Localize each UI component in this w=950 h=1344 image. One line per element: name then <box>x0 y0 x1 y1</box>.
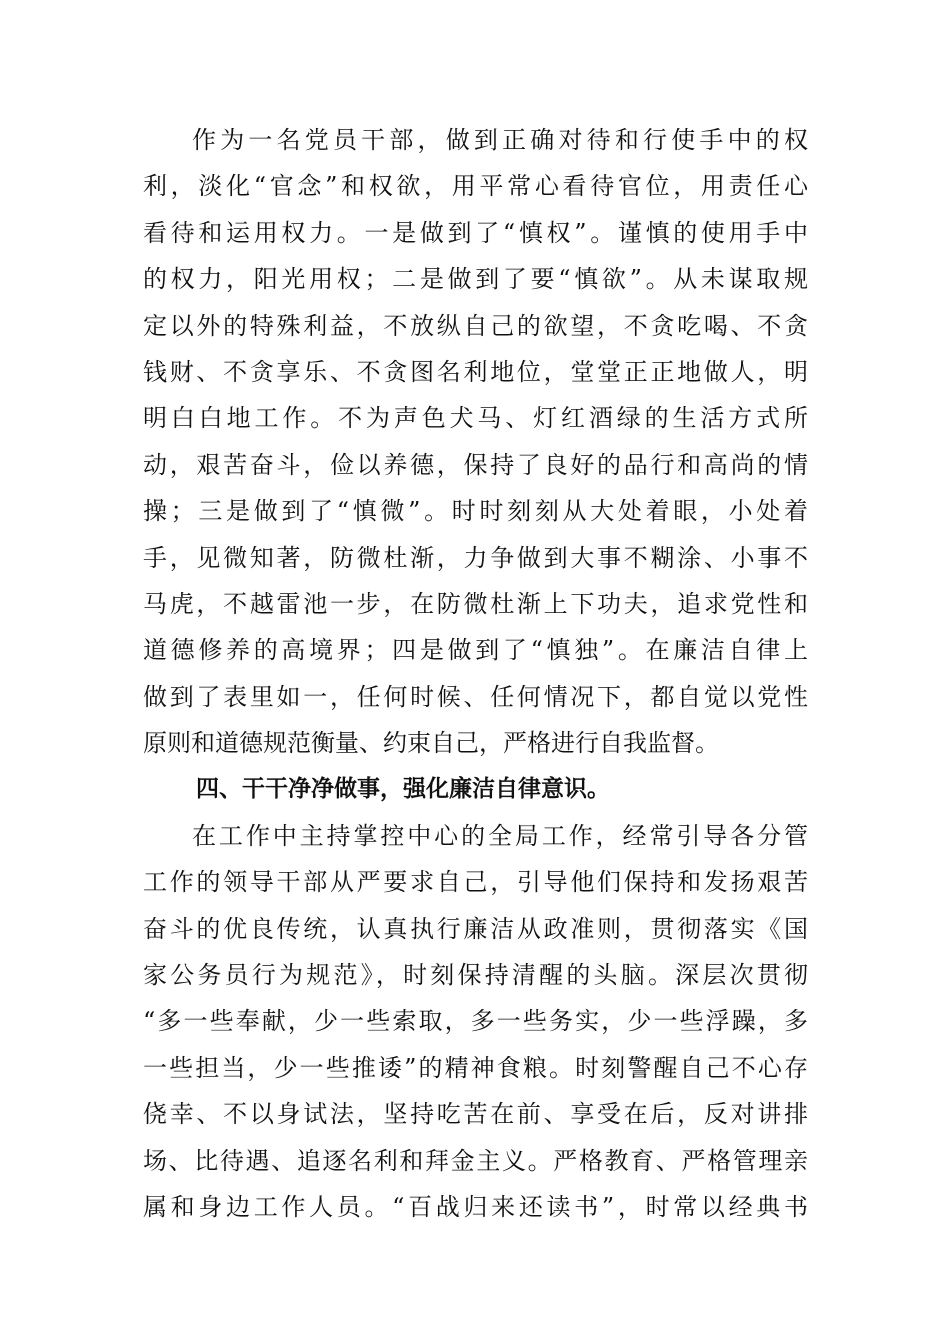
paragraph-line: 属和身边工作人员。“百战归来还读书”，时常以经典书 <box>143 1192 808 1221</box>
paragraph-line: 马虎，不越雷池一步，在防微杜渐上下功夫，追求党性和 <box>143 589 808 618</box>
paragraph-line: 一些担当，少一些推诿”的精神食粮。时刻警醒自己不心存 <box>143 1053 808 1082</box>
paragraph-line: 利，淡化“官念”和权欲，用平常心看待官位，用责任心 <box>143 172 808 201</box>
document-body <box>143 117 808 1230</box>
paragraph-line: “多一些奉献，少一些索取，多一些务实，少一些浮躁，多 <box>143 1007 808 1036</box>
paragraph-line: 的权力，阳光用权；二是做到了要“慎欲”。从未谋取规 <box>143 265 808 294</box>
paragraph-line: 奋斗的优良传统，认真执行廉洁从政准则，贯彻落实《国 <box>143 914 808 943</box>
paragraph-line: 操；三是做到了“慎微”。时时刻刻从大处着眼，小处着 <box>143 497 808 526</box>
paragraph-line: 道德修养的高境界；四是做到了“慎独”。在廉洁自律上 <box>143 636 808 665</box>
paragraph-line: 在工作中主持掌控中心的全局工作，经常引导各分管 <box>192 821 808 850</box>
section-heading: 四、干干净净做事，强化廉洁自律意识。 <box>196 776 610 803</box>
paragraph-line: 明白白地工作。不为声色犬马、灯红酒绿的生活方式所 <box>143 404 808 433</box>
paragraph-line: 作为一名党员干部，做到正确对待和行使手中的权 <box>192 126 808 154</box>
paragraph-line: 看待和运用权力。一是做到了“慎权”。谨慎的使用手中 <box>143 218 808 247</box>
paragraph-line: 做到了表里如一，任何时候、任何情况下，都自觉以党性 <box>143 682 808 711</box>
paragraph-line: 钱财、不贪享乐、不贪图名利地位，堂堂正正地做人，明 <box>143 357 808 386</box>
paragraph-line: 原则和道德规范衡量、约束自己，严格进行自我监督。 <box>143 729 719 758</box>
paragraph-line: 侥幸、不以身试法，坚持吃苦在前、享受在后，反对讲排 <box>143 1100 808 1129</box>
paragraph-line: 定以外的特殊利益，不放纵自己的欲望，不贪吃喝、不贪 <box>143 311 808 340</box>
paragraph-line: 动，艰苦奋斗，俭以养德，保持了良好的品行和高尚的情 <box>143 450 808 479</box>
paragraph-line: 场、比待遇、追逐名利和拜金主义。严格教育、严格管理亲 <box>143 1146 808 1175</box>
paragraph-self-discipline <box>143 117 808 766</box>
paragraph-clean-work <box>143 813 808 1231</box>
paragraph-line: 家公务员行为规范》，时刻保持清醒的头脑。深层次贯彻 <box>143 961 808 990</box>
paragraph-line: 工作的领导干部从严要求自己，引导他们保持和发扬艰苦 <box>143 868 808 897</box>
paragraph-line: 手，见微知著，防微杜渐，力争做到大事不糊涂、小事不 <box>143 543 808 572</box>
